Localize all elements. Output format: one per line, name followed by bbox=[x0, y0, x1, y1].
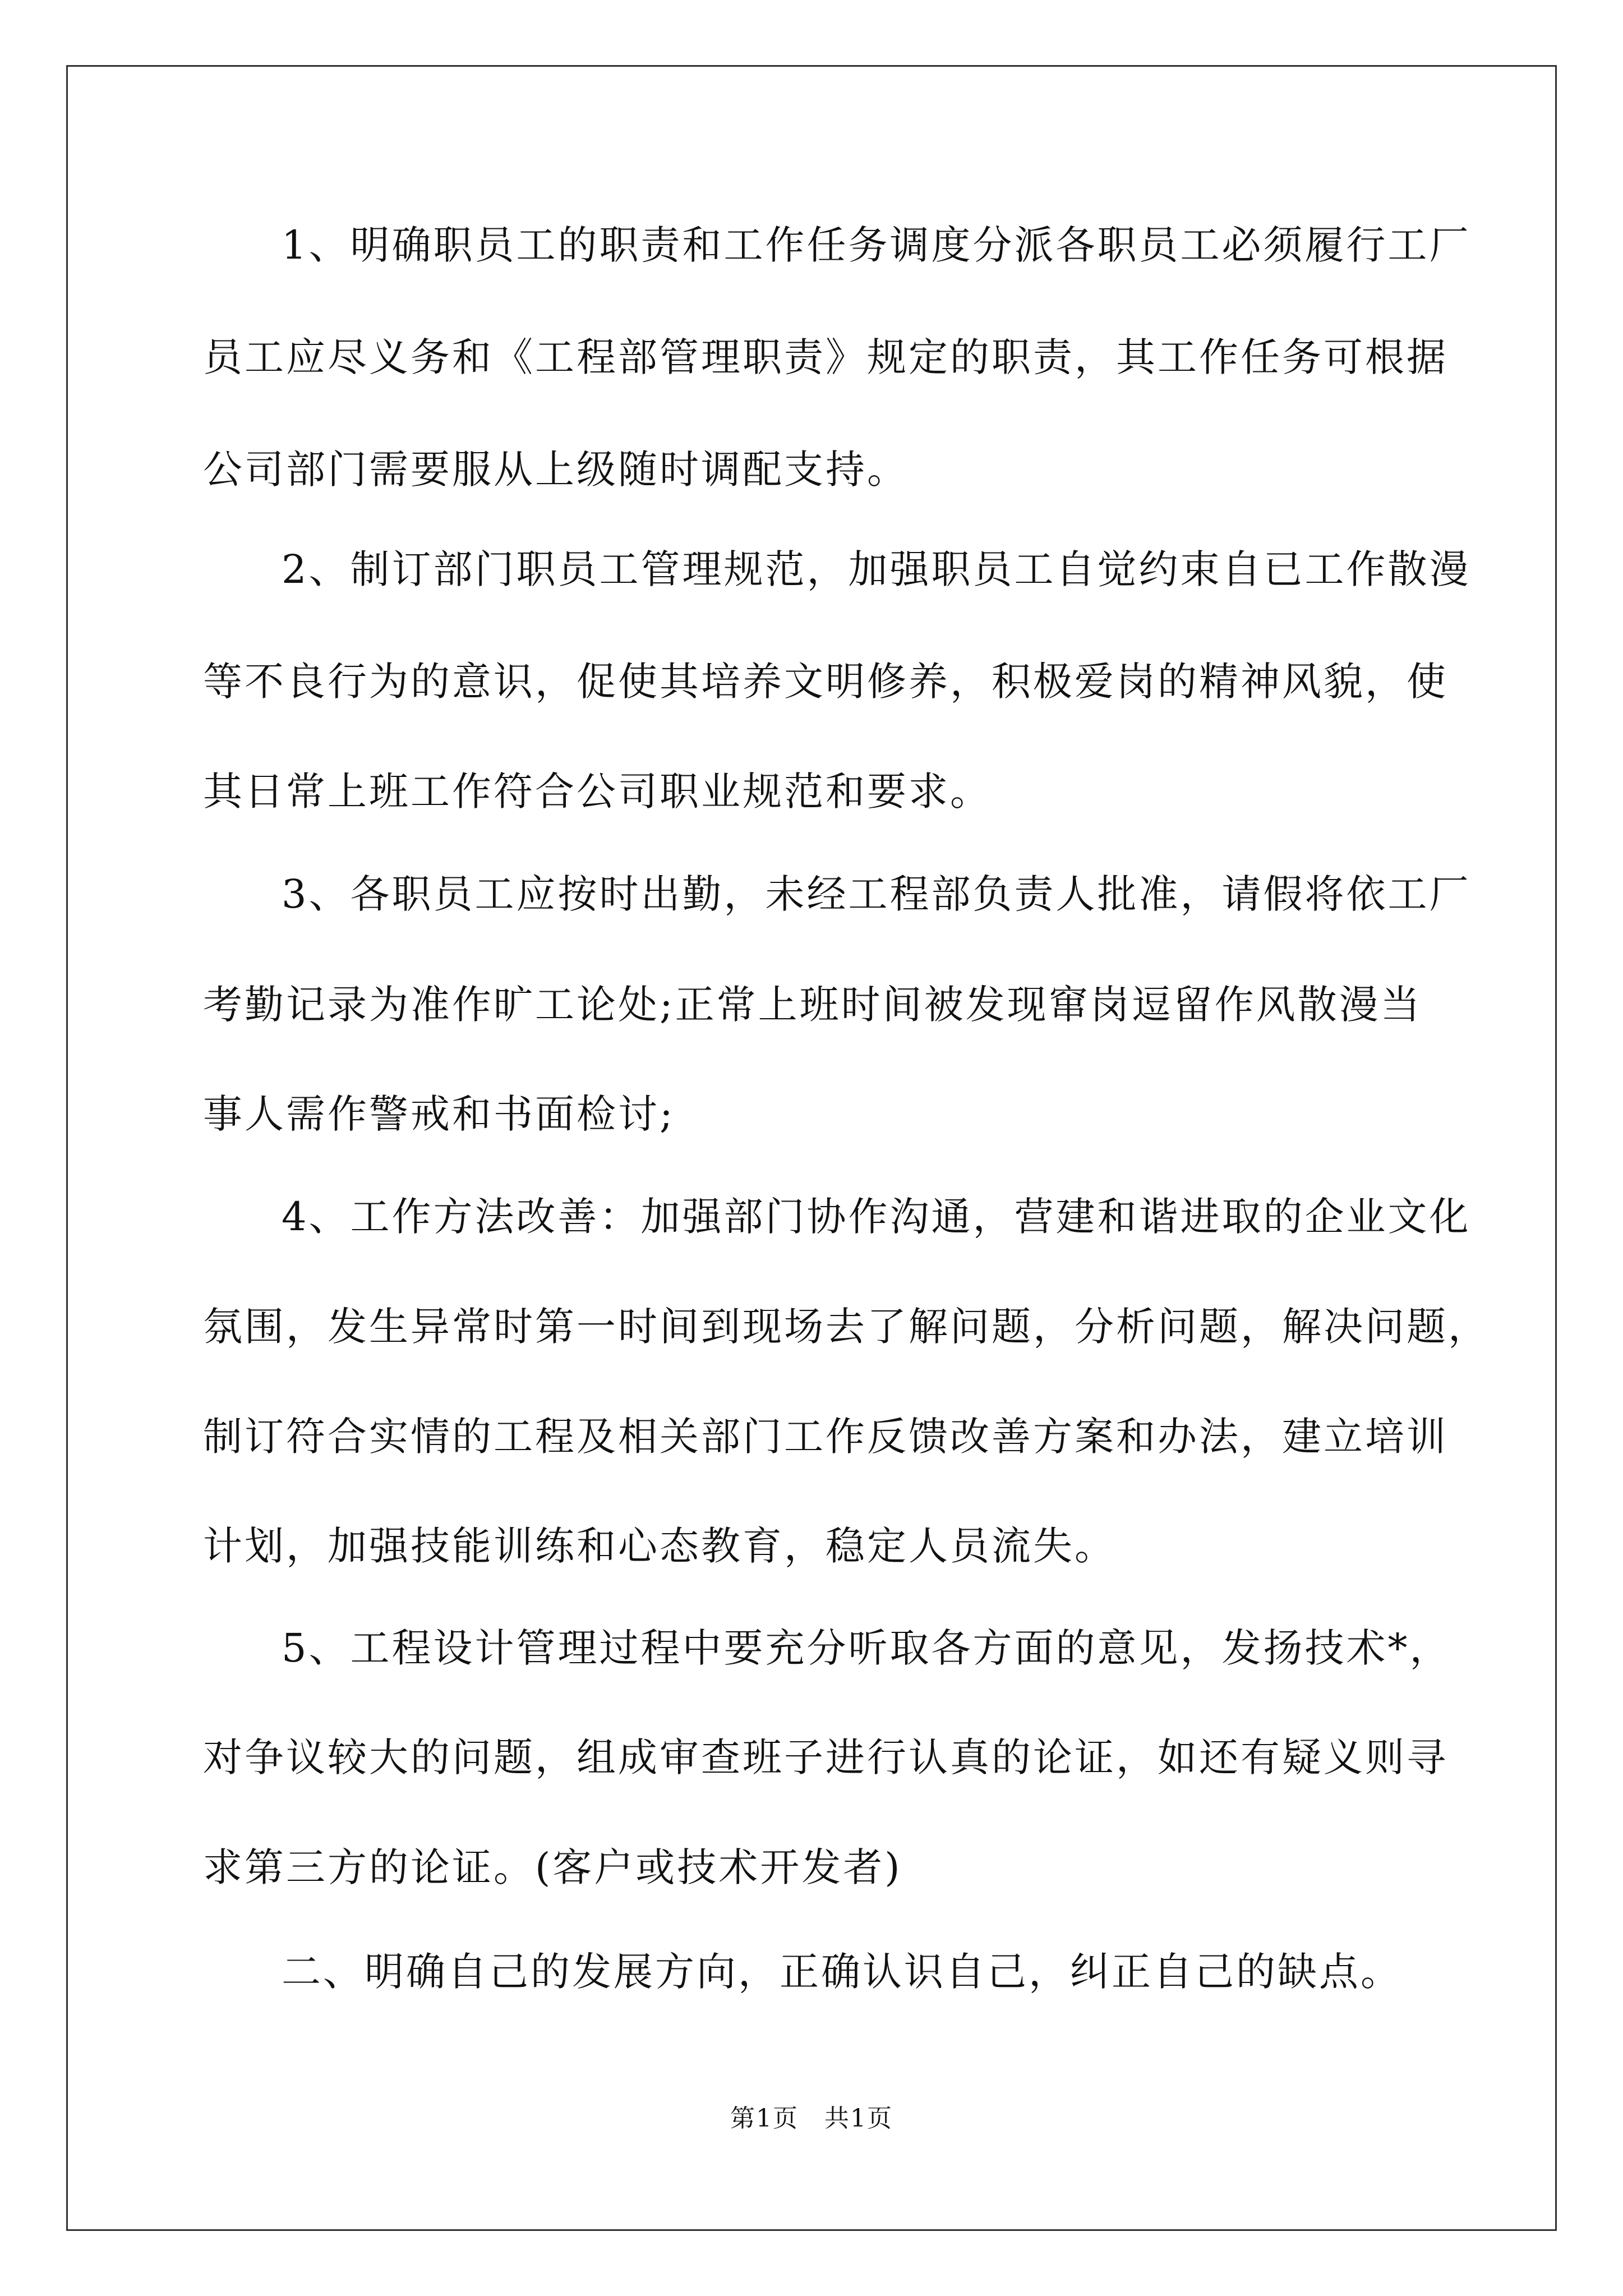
page-border bbox=[66, 65, 1557, 2231]
paragraph-4-line-3: 制订符合实情的工程及相关部门工作反馈改善方案和办法，建立培训 bbox=[203, 1414, 1448, 1460]
paragraph-5-line-2: 对争议较大的问题，组成审查班子进行认真的论证，如还有疑义则寻 bbox=[203, 1734, 1448, 1780]
paragraph-2-line-2: 等不良行为的意识，促使其培养文明修养，积极爱岗的精神风貌，使 bbox=[203, 659, 1448, 705]
paragraph-5-line-3: 求第三方的论证。(客户或技术开发者) bbox=[203, 1844, 902, 1890]
paragraph-1-line-1: 1、明确职员工的职责和工作任务调度分派各职员工必须履行工厂 bbox=[282, 222, 1471, 268]
paragraph-4-line-4: 计划，加强技能训练和心态教育，稳定人员流失。 bbox=[203, 1523, 1116, 1569]
paragraph-2-line-3: 其日常上班工作符合公司职业规范和要求。 bbox=[203, 769, 992, 815]
page-number-footer: 第1页 共1页 bbox=[730, 2104, 893, 2133]
paragraph-3-line-3: 事人需作警戒和书面检讨; bbox=[203, 1091, 675, 1137]
paragraph-6-line-1: 二、明确自己的发展方向，正确认识自己，纠正自己的缺点。 bbox=[282, 1949, 1402, 1995]
paragraph-3-line-1: 3、各职员工应按时出勤，未经工程部负责人批准，请假将依工厂 bbox=[282, 871, 1471, 917]
paragraph-1-line-2: 员工应尽义务和《工程部管理职责》规定的职责，其工作任务可根据 bbox=[203, 334, 1448, 380]
paragraph-1-line-3: 公司部门需要服从上级随时调配支持。 bbox=[203, 447, 909, 493]
paragraph-5-line-1: 5、工程设计管理过程中要充分听取各方面的意见，发扬技术*， bbox=[282, 1625, 1451, 1671]
paragraph-3-line-2: 考勤记录为准作旷工论处;正常上班时间被发现窜岗逗留作风散漫当 bbox=[203, 982, 1422, 1028]
paragraph-2-line-1: 2、制订部门职员工管理规范，加强职员工自觉约束自已工作散漫 bbox=[282, 546, 1471, 592]
paragraph-4-line-1: 4、工作方法改善：加强部门协作沟通，营建和谐进取的企业文化 bbox=[282, 1194, 1471, 1240]
paragraph-4-line-2: 氛围，发生异常时第一时间到现场去了解问题，分析问题，解决问题， bbox=[203, 1304, 1490, 1350]
